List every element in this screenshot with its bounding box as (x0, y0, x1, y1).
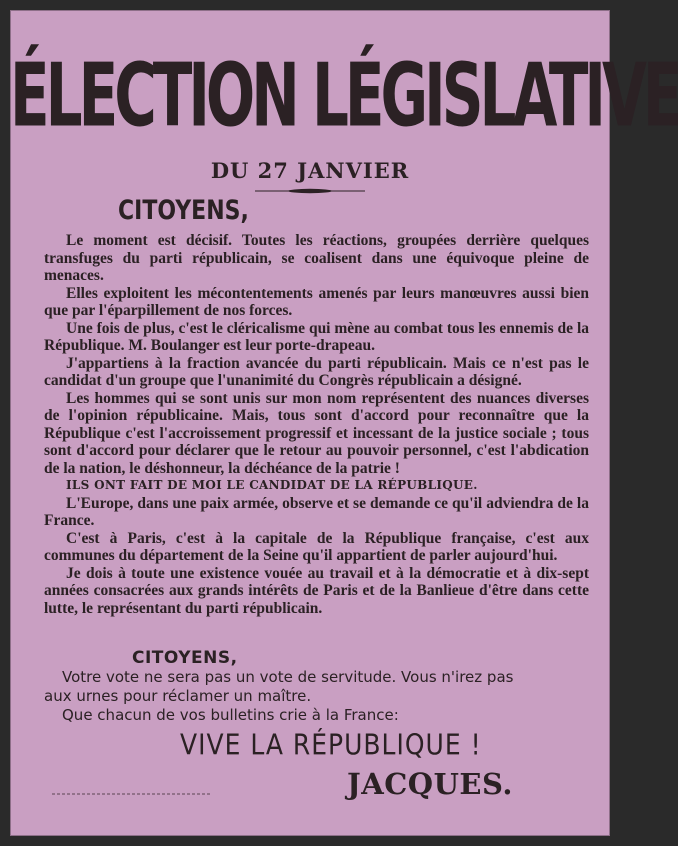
closing-line-2: aux urnes pour réclamer un maître. (44, 687, 312, 705)
slogan: VIVE LA RÉPUBLIQUE ! (180, 728, 482, 762)
greeting-heading: CITOYENS, (118, 196, 249, 226)
paragraph-5: Les hommes qui se sont unis sur mon nom représentent des nuances diverses de l'opinion républicaine. Mais, tous sont d'accord pour reconnaître que la République c'est l'accroissement progressif et incessant de la justice sociale ; tous sont d'accord pour déclarer que le retour au pouvoir personnel, c'est l'abdication de la nation, le déshonneur, la déchéance de la patrie ! (44, 389, 589, 477)
election-poster (10, 10, 678, 836)
closing-text (44, 668, 604, 725)
paragraph-7: C'est à Paris, c'est à la capitale de la République française, c'est aux communes du département de la Seine qu'il appartient de parler aujourd'hui. (44, 529, 589, 564)
signature: JACQUES. (347, 767, 513, 801)
poster-title: ÉLECTION LÉGISLATIVE (10, 44, 678, 147)
paragraph-1: Le moment est décisif. Toutes les réactions, groupées derrière quelques transfuges du parti républicain, se coalisent dans une équivoque pleine de menaces. (44, 232, 589, 284)
paragraph-8: Je dois à toute une existence vouée au travail et à la démocratie et à dix-sept années consacrées aux grands intérêts de Paris et de la Banlieue d'être dans cette lutte, le représentant du parti républicain. (44, 564, 589, 617)
paragraph-3: Une fois de plus, c'est le cléricalisme qui mène au combat tous les ennemis de la République. M. Boulanger est leur porte-drapeau. (44, 319, 589, 354)
paragraph-2: Elles exploitent les mécontentements amenés par leurs manœuvres aussi bien que par l'éparpillement de nos forces. (44, 284, 589, 319)
proclamation-body (44, 232, 589, 617)
greeting-heading-2: CITOYENS, (132, 648, 238, 668)
closing-line-3: Que chacun de vos bulletins crie à la France: (62, 706, 399, 724)
printer-imprint-line (52, 792, 212, 796)
closing-line-1: Votre vote ne sera pas un vote de servitude. Vous n'irez pas (62, 668, 514, 686)
ornament-divider (255, 188, 365, 194)
paragraph-4: J'appartiens à la fraction avancée du parti républicain. Mais ce n'est pas le candidat d'un groupe que l'unanimité du Congrès républicain a désigné. (44, 354, 589, 389)
poster-subtitle: DU 27 JANVIER (210, 158, 410, 183)
candidate-declaration: ILS ONT FAIT DE MOI LE CANDIDAT DE LA RÉPUBLIQUE. (66, 478, 478, 492)
paragraph-6: L'Europe, dans une paix armée, observe et se demande ce qu'il adviendra de la France. (44, 494, 589, 529)
